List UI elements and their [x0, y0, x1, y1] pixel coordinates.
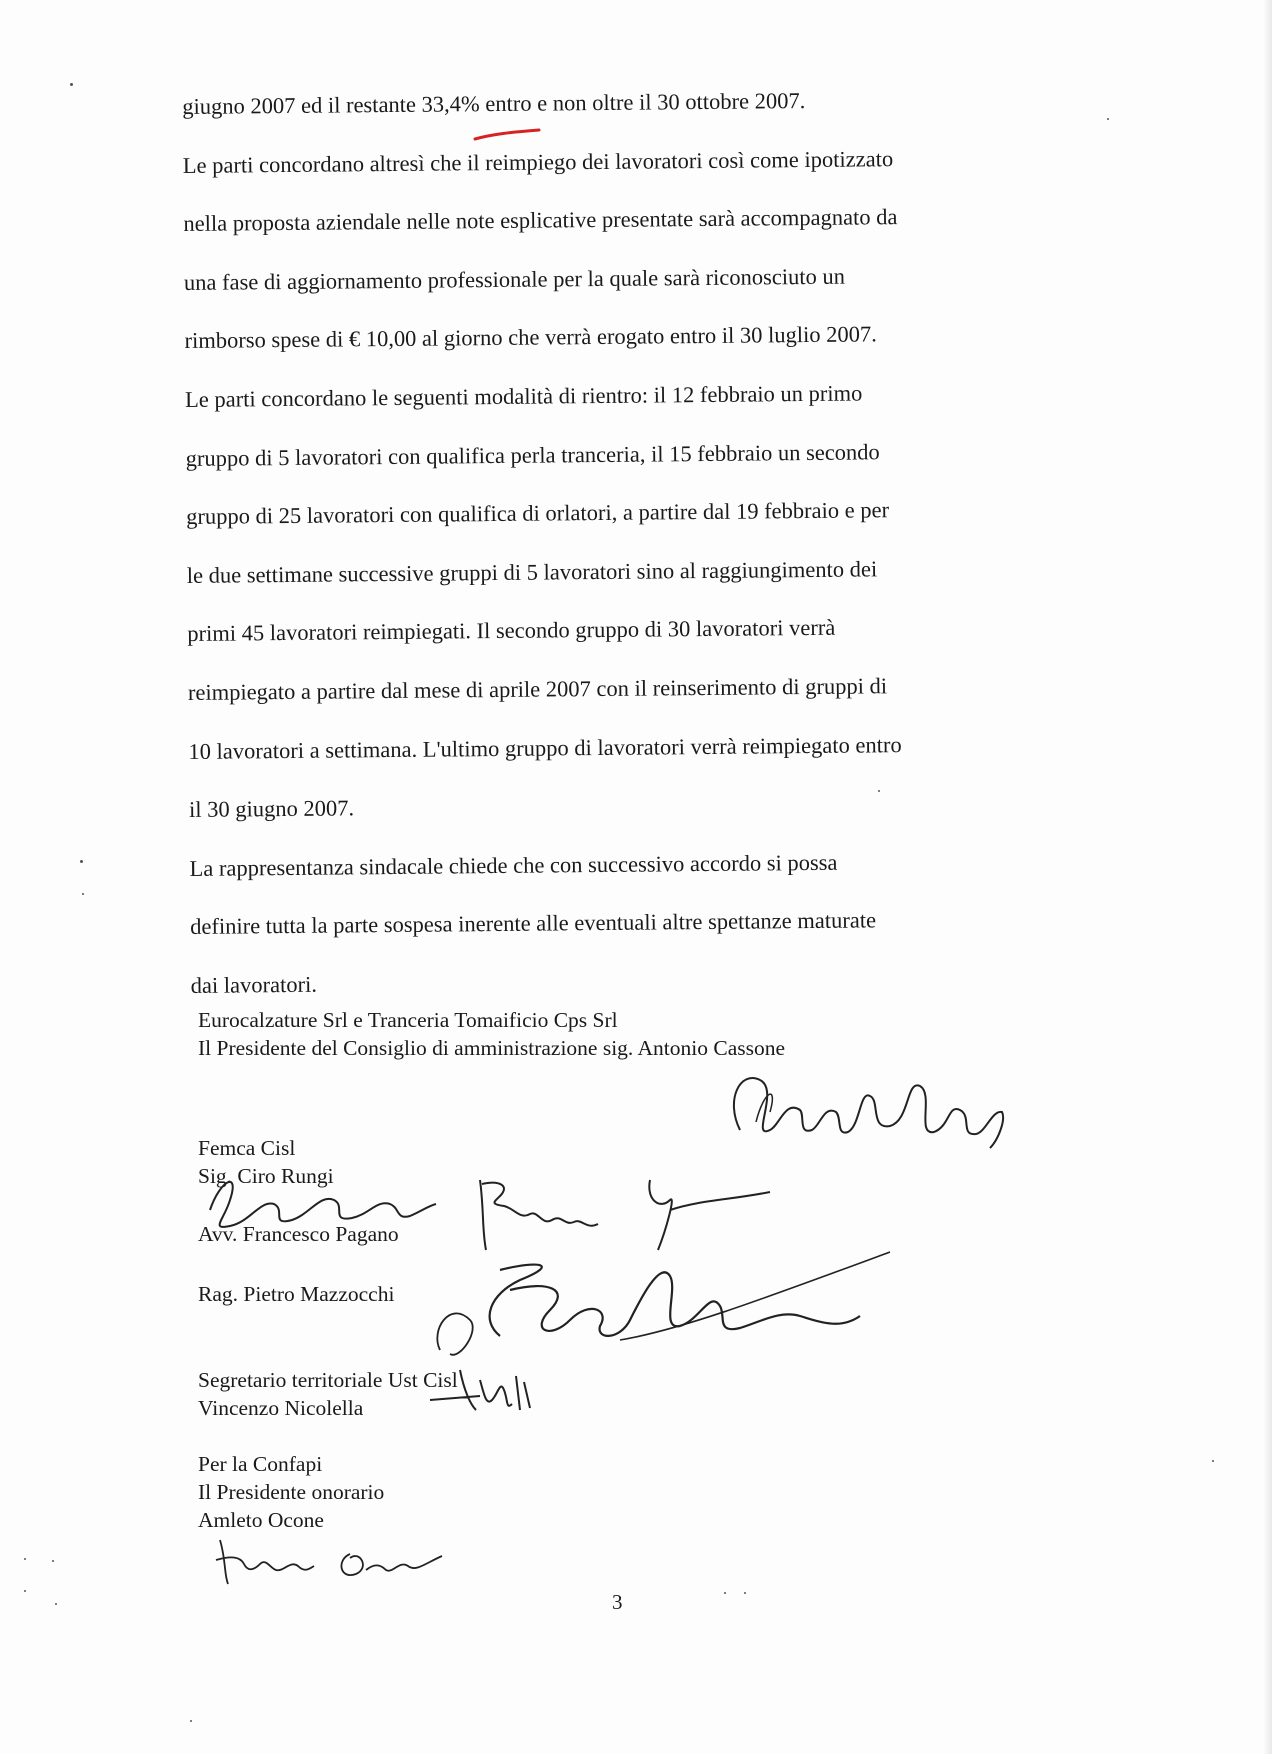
- lawyer-signatory: [198, 1220, 399, 1248]
- signature-pagano: [470, 1170, 810, 1260]
- femca-person: Sig. Ciro Rungi: [198, 1164, 334, 1188]
- text-line: 10 lavoratori a settimana. L'ultimo gruppo di lavoratori verrà reimpiegato entro: [188, 731, 902, 764]
- text-line: gruppo di 5 lavoratori con qualifica perla tranceria, il 15 febbraio un secondo: [185, 438, 880, 471]
- paragraph-2: [183, 129, 1017, 371]
- text-line: rimborso spese di € 10,00 al giorno che verrà erogato entro il 30 luglio 2007.: [184, 321, 877, 354]
- text-line: le due settimane successive gruppi di 5 lavoratori sino al raggiungimento dei: [186, 556, 878, 588]
- confapi-signatory: [198, 1450, 384, 1534]
- accountant-name: Rag. Pietro Mazzocchi: [198, 1282, 395, 1306]
- text-line: dai lavoratori.: [190, 971, 318, 998]
- text-line: giugno 2007 ed il restante 33,4% entro e non oltre il 30 ottobre 2007.: [182, 88, 806, 119]
- ust-signatory: [198, 1366, 458, 1422]
- scan-speck: [724, 1592, 726, 1594]
- lawyer-name: Avv. Francesco Pagano: [198, 1222, 399, 1246]
- paragraph-4: [189, 832, 1023, 1016]
- company-signatory: [198, 1006, 785, 1062]
- signature-cassone: [720, 1060, 1010, 1170]
- text-line: gruppo di 25 lavoratori con qualifica di orlatori, a partire dal 19 febbraio e per: [186, 497, 890, 530]
- femca-signatory: [198, 1134, 334, 1190]
- text-line: Le parti concordano altresì che il reimpiego dei lavoratori così come ipotizzato: [182, 145, 894, 178]
- scan-speck: [1107, 118, 1109, 120]
- accountant-signatory: [198, 1280, 394, 1308]
- signature-mazzocchi: [420, 1250, 900, 1370]
- company-name: Eurocalzature Srl e Tranceria Tomaificio Cps Srl: [198, 1008, 618, 1032]
- confapi-role: Il Presidente onorario: [198, 1480, 385, 1504]
- scan-speck: [24, 1590, 26, 1592]
- femca-org: Femca Cisl: [198, 1136, 296, 1160]
- scan-speck: [52, 1560, 54, 1562]
- confapi-person: Amleto Ocone: [198, 1508, 324, 1532]
- scan-speck: [80, 860, 83, 863]
- text-line: nella proposta aziendale nelle note esplicative presentate sarà accompagnato da: [183, 204, 898, 237]
- text-line: La rappresentanza sindacale chiede che con successivo accordo si possa: [189, 849, 838, 881]
- ust-person: Vincenzo Nicolella: [198, 1396, 364, 1420]
- confapi-org: Per la Confapi: [198, 1452, 323, 1476]
- page-number: 3: [612, 1590, 623, 1614]
- document-body: [182, 70, 1023, 1015]
- paragraph-1: [182, 70, 1015, 137]
- ust-role: Segretario territoriale Ust Cisl: [198, 1368, 458, 1392]
- paragraph-3: [185, 363, 1021, 840]
- text-line: reimpiegato a partire dal mese di aprile 2007 con il reinserimento di gruppi di: [187, 673, 888, 705]
- scan-speck: [82, 893, 84, 895]
- text-line: definire tutta la parte sospesa inerente alle eventuali altre spettanze maturate: [190, 907, 877, 940]
- text-line: una fase di aggiornamento professionale per la quale sarà riconosciuto un: [183, 263, 846, 295]
- scan-speck: [190, 1720, 192, 1722]
- scan-speck: [70, 83, 73, 86]
- scan-speck: [55, 1603, 57, 1605]
- signature-ocone: [210, 1530, 450, 1590]
- text-line: primi 45 lavoratori reimpiegati. Il secondo gruppo di 30 lavoratori verrà: [187, 615, 836, 647]
- scan-speck: [744, 1592, 746, 1594]
- company-president: Il Presidente del Consiglio di amministrazione sig. Antonio Cassone: [198, 1036, 786, 1060]
- scan-speck: [24, 1558, 26, 1560]
- text-line: Le parti concordano le seguenti modalità di rientro: il 12 febbraio un primo: [184, 380, 863, 412]
- text-line: il 30 giugno 2007.: [188, 795, 355, 823]
- page-edge-shadow: [1262, 0, 1272, 1754]
- scan-speck: [1212, 1460, 1214, 1462]
